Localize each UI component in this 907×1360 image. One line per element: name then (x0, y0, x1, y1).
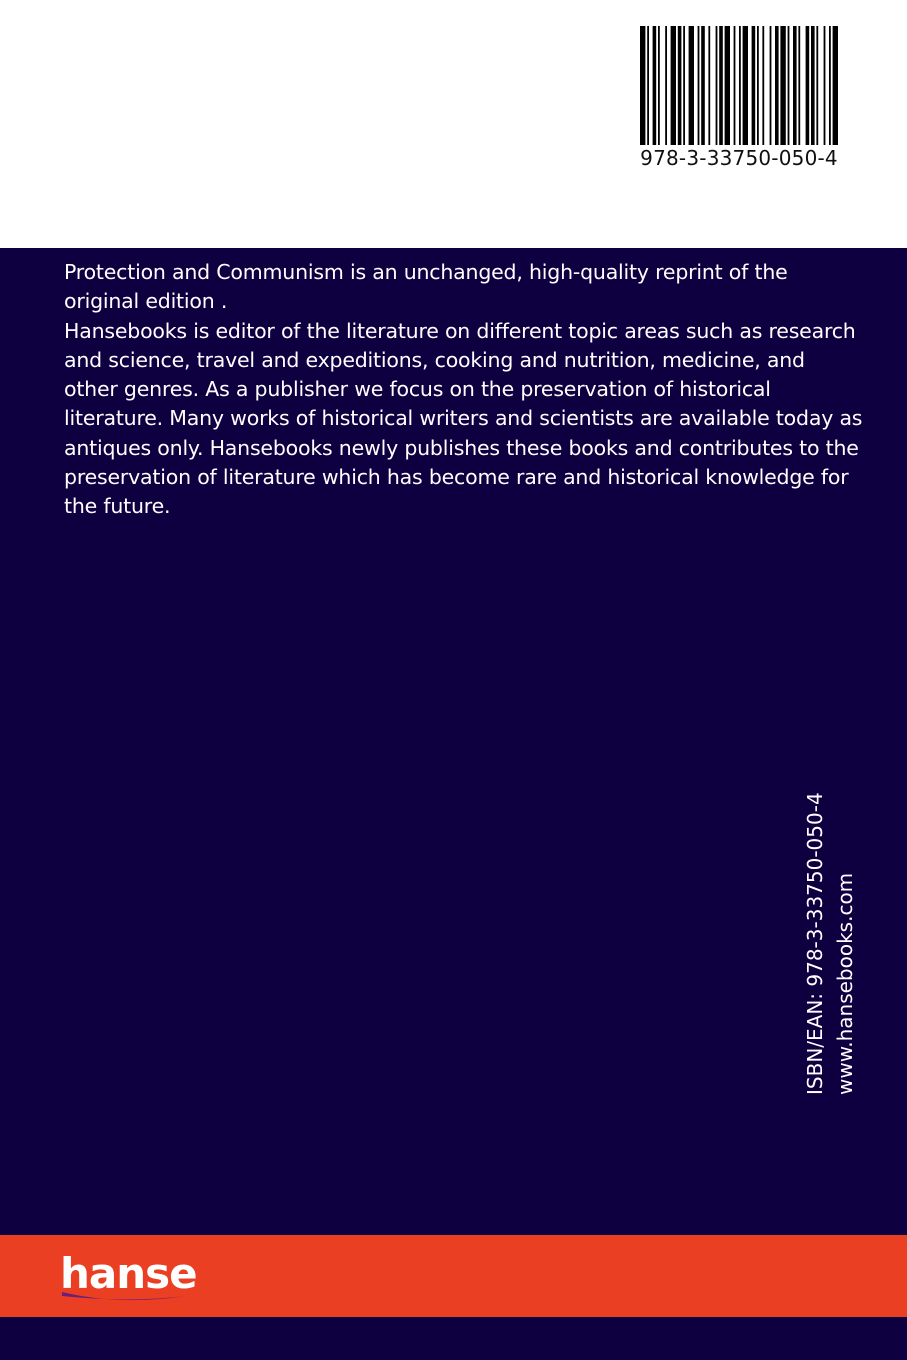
book-description (64, 258, 864, 522)
description-paragraph-1: Protection and Communism is an unchanged, high-quality reprint of the original edition . (64, 260, 788, 314)
bottom-strip (0, 1317, 907, 1360)
logo-swoosh-icon (60, 1284, 190, 1306)
hanse-logo (60, 1244, 197, 1306)
description-paragraph-2: Hansebooks is editor of the literature on different topic areas such as research and science, travel and expeditions, cooking and nutrition, medicine, and other genres. As a publisher we focus on the preservation of historical literature. Many works of historical writers and scientists are available today as antiques only. Hansebooks newly publishes these books and contributes to the preservation of literature which has become rare and historical knowledge for the future. (64, 318, 863, 519)
logo-wordmark: hanse (60, 1249, 197, 1298)
barcode-image (640, 26, 838, 145)
barcode-area (0, 0, 907, 248)
isbn-label: ISBN/EAN: 978-3-33750-050-4 (803, 792, 827, 1095)
isbn-vertical-block (800, 790, 860, 1095)
website-label: www.hansebooks.com (833, 872, 857, 1095)
barcode-digits: 978-3-33750-050-4 (640, 146, 838, 170)
